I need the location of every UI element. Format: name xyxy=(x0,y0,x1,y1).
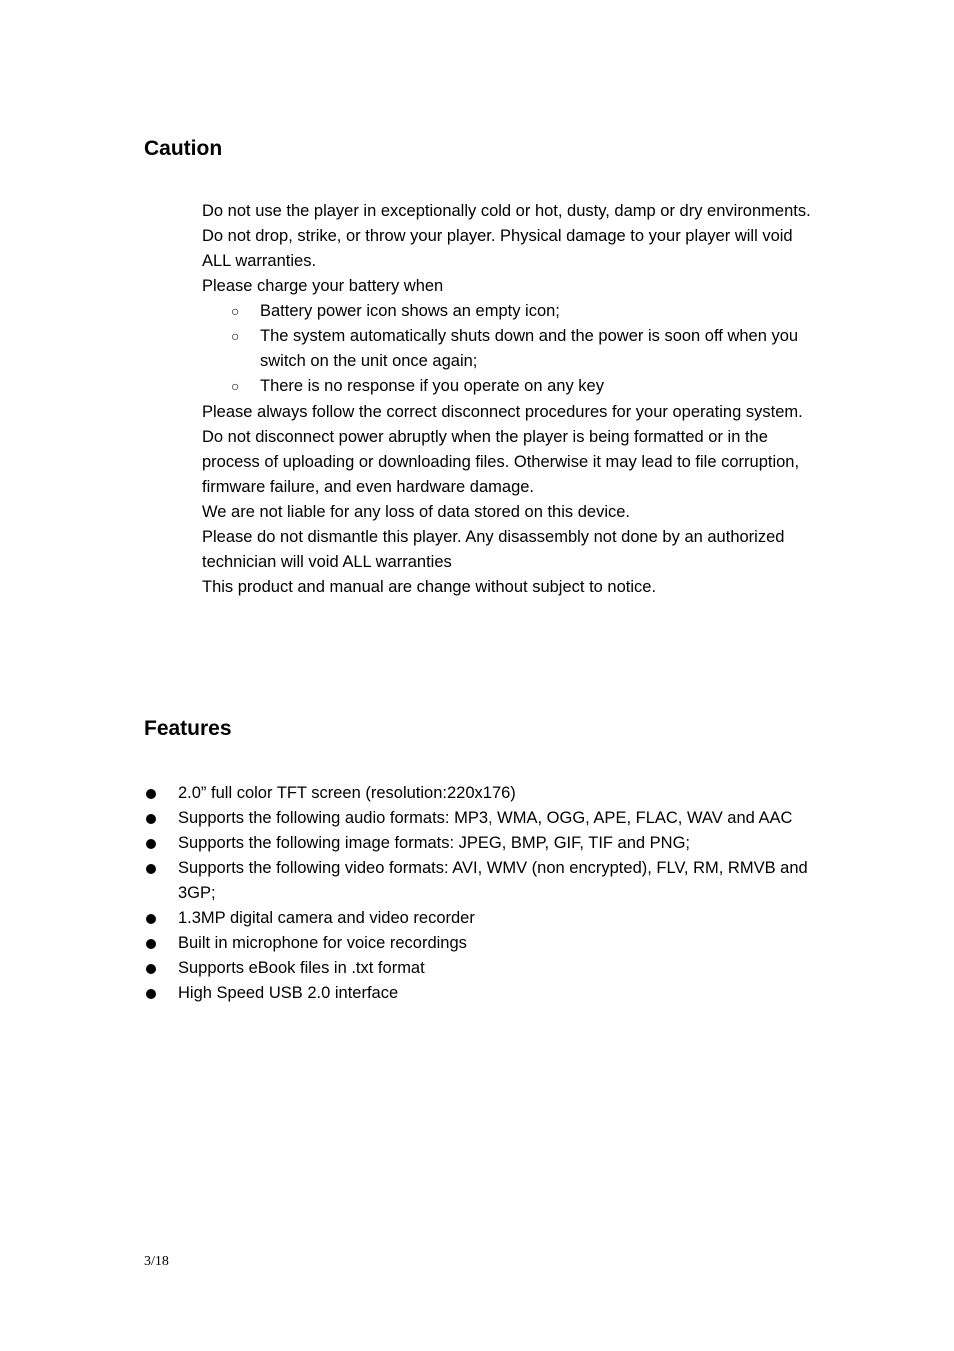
list-item-text: Battery power icon shows an empty icon; xyxy=(260,302,560,320)
caution-paragraph: Please always follow the correct disconnect procedures for your operating system. Do not disconnect power abruptly when the player is being formatted or in the process of uploading or downloading files. Otherwise it may lead to file corruption, firmware failure, and even hardware damage. xyxy=(202,403,803,496)
caution-section xyxy=(202,199,822,600)
caution-heading: Caution xyxy=(144,137,223,160)
hollow-circle-bullet-icon: ○ xyxy=(231,303,240,319)
page-number: 3/18 xyxy=(144,1254,169,1269)
filled-circle-bullet-icon xyxy=(146,914,156,924)
caution-paragraph: Please charge your battery when xyxy=(202,277,444,295)
features-heading: Features xyxy=(144,717,232,740)
feature-text: High Speed USB 2.0 interface xyxy=(178,984,399,1002)
caution-paragraph: Do not use the player in exceptionally cold or hot, dusty, damp or dry environments. xyxy=(202,202,811,220)
battery-conditions-list xyxy=(202,299,822,399)
list-item xyxy=(144,981,824,1006)
list-item-text: The system automatically shuts down and the power is soon off when you switch on the unit once again; xyxy=(260,327,799,370)
list-item xyxy=(144,956,824,981)
filled-circle-bullet-icon xyxy=(146,839,156,849)
list-item xyxy=(202,299,822,324)
feature-text: Supports the following image formats: JPEG, BMP, GIF, TIF and PNG; xyxy=(178,834,691,852)
filled-circle-bullet-icon xyxy=(146,814,156,824)
list-item xyxy=(144,931,824,956)
filled-circle-bullet-icon xyxy=(146,939,156,949)
caution-paragraph: We are not liable for any loss of data stored on this device. xyxy=(202,503,631,521)
caution-paragraph: Please do not dismantle this player. Any disassembly not done by an authorized technician will void ALL warranties xyxy=(202,528,785,571)
filled-circle-bullet-icon xyxy=(146,964,156,974)
list-item xyxy=(202,374,822,399)
audio-formats-prefix: Supports the following audio formats: MP3 xyxy=(178,809,488,827)
feature-text: 2.0” full color TFT screen (resolution:220x176) xyxy=(178,784,516,802)
list-item xyxy=(144,806,824,831)
caution-paragraph: This product and manual are change without subject to notice. xyxy=(202,578,657,596)
audio-formats-suffix: WMA, OGG, APE, FLAC, WAV and AAC xyxy=(492,809,793,827)
feature-text: Built in microphone for voice recordings xyxy=(178,934,467,952)
list-item-text: There is no response if you operate on any key xyxy=(260,377,604,395)
list-item xyxy=(144,781,824,806)
hollow-circle-bullet-icon: ○ xyxy=(231,378,240,394)
feature-text: Supports eBook files in .txt format xyxy=(178,959,425,977)
filled-circle-bullet-icon xyxy=(146,989,156,999)
hollow-circle-bullet-icon: ○ xyxy=(231,328,240,344)
list-item xyxy=(144,856,824,906)
caution-paragraph: Do not drop, strike, or throw your player. Physical damage to your player will void ALL warranties. xyxy=(202,227,793,270)
filled-circle-bullet-icon xyxy=(146,789,156,799)
feature-text: 1.3MP digital camera and video recorder xyxy=(178,909,475,927)
features-list xyxy=(144,781,824,1006)
list-item xyxy=(144,831,824,856)
list-item xyxy=(144,906,824,931)
audio-formats-comma: , xyxy=(488,809,493,827)
feature-text: Supports the following video formats: AVI, WMV (non encrypted), FLV, RM, RMVB and 3GP; xyxy=(178,859,808,902)
filled-circle-bullet-icon xyxy=(146,864,156,874)
list-item xyxy=(202,324,822,374)
feature-text-audio xyxy=(178,809,792,827)
